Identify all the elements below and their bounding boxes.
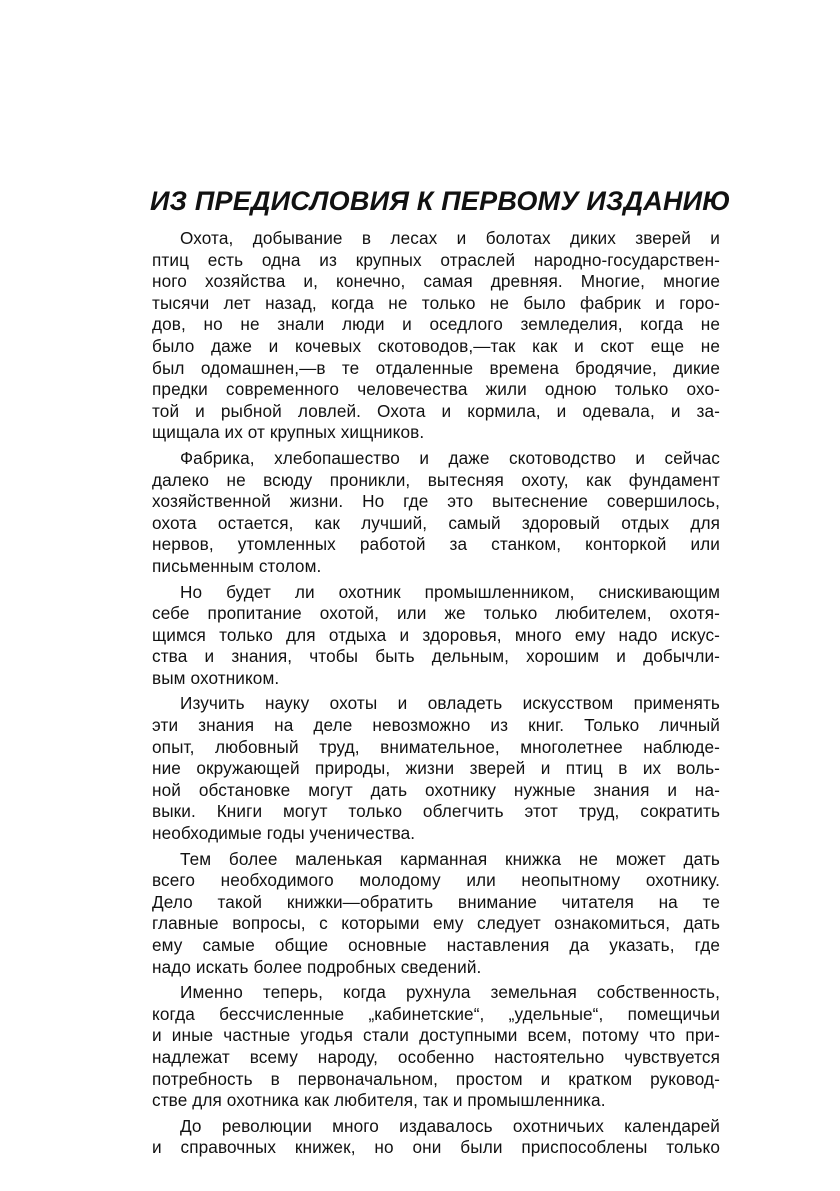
text-line: опыт, любовный труд, внимательное, многолетнее наблюде-: [152, 736, 720, 757]
text-line: выки. Книги могут только облегчить этот труд, сократить: [152, 801, 720, 822]
text-line: Охота, добывание в лесах и болотах диких зверей и: [180, 228, 720, 248]
text-line: было даже и кочевых скотоводов,—так как и скот еще не: [152, 335, 720, 356]
text-line: До революции много издавалось охотничьих календарей: [180, 1115, 720, 1136]
text-line: нервов, утомленных работой за станком, конторкой или: [152, 534, 720, 555]
text-line: предки современного человечества жили одною только охо-: [152, 379, 720, 400]
text-line: Фабрика, хлебопашество и даже скотоводство и сейчас: [180, 447, 720, 468]
text-line: ние окружающей природы, жизни зверей и птиц в их воль-: [152, 758, 720, 779]
text-line: и справочных книжек, но они были приспособлены только: [152, 1137, 720, 1158]
text-line: потребность в первоначальном, простом и кратком руковод-: [152, 1068, 720, 1089]
text-line: ного хозяйства и, конечно, самая древняя. Многие, многие: [152, 271, 720, 292]
text-line: эти знания на деле невозможно из книг. Только личный: [152, 715, 720, 736]
text-line: хозяйственной жизни. Но где это вытеснение совершилось,: [152, 491, 720, 512]
text-line: главные вопросы, с которыми ему следует ознакомиться, дать: [152, 913, 720, 934]
text-line: тысячи лет назад, когда не только не было фабрик и горо-: [152, 292, 720, 313]
text-line: ему самые общие основные наставления да указать, где: [152, 935, 720, 955]
text-line: Но будет ли охотник промышленником, снискивающим: [180, 581, 720, 602]
text-line: необходимые годы ученичества.: [152, 823, 416, 844]
text-line: всего необходимого молодому или неопытному охотнику.: [152, 870, 720, 891]
page-title: ИЗ ПРЕДИСЛОВИЯ К ПЕРВОМУ ИЗДАНИЮ: [150, 186, 731, 216]
text-line: далеко не всюду проникли, вытесняя охоту, как фундамент: [152, 469, 720, 490]
text-line: птиц есть одна из крупных отраслей народно-государствен-: [152, 249, 720, 270]
text-line: щимся только для отдыха и здоровья, много ему надо искус-: [152, 624, 720, 645]
text-line: вым охотником.: [152, 667, 280, 688]
text-line: Тем более маленькая карманная книжка не может дать: [180, 848, 720, 869]
text-line: стве для охотника как любителя, так и промышленника.: [152, 1090, 606, 1111]
text-line: охота остается, как лучший, самый здоровый отдых для: [152, 512, 720, 533]
text-line: надо искать более подробных сведений.: [152, 956, 482, 977]
text-line: Изучить науку охоты и овладеть искусством применять: [180, 693, 720, 714]
text-line: себе пропитание охотой, или же только любителем, охотя-: [152, 603, 720, 624]
text-line: был одомашнен,—в те отдаленные времена бродячие, дикие: [152, 357, 720, 378]
text-line: той и рыбной ловлей. Охота и кормила, и одевала, и за-: [152, 400, 720, 421]
text-line: Дело такой книжки—обратить внимание читателя на те: [152, 891, 720, 912]
text-line: и иные частные угодья стали доступными всем, потому что при-: [152, 1025, 720, 1046]
text-line: письменным столом.: [152, 555, 322, 576]
text-line: ной обстановке могут дать охотнику нужные знания и на-: [152, 779, 720, 800]
text-line: когда бессчисленные „кабинетские“, „удельные“, помещичьи: [152, 1003, 720, 1024]
text-line: дов, но не знали люди и оседлого земледелия, когда не: [152, 314, 720, 335]
text-line: щищала их от крупных хищников.: [152, 422, 425, 443]
text-line: Именно теперь, когда рухнула земельная собственность,: [180, 982, 720, 1003]
text-line: надлежат всему народу, особенно настоятельно чувствуется: [152, 1046, 720, 1067]
body-text: [152, 228, 720, 1159]
text-line: ства и знания, чтобы быть дельным, хорошим и добычли-: [152, 646, 720, 667]
